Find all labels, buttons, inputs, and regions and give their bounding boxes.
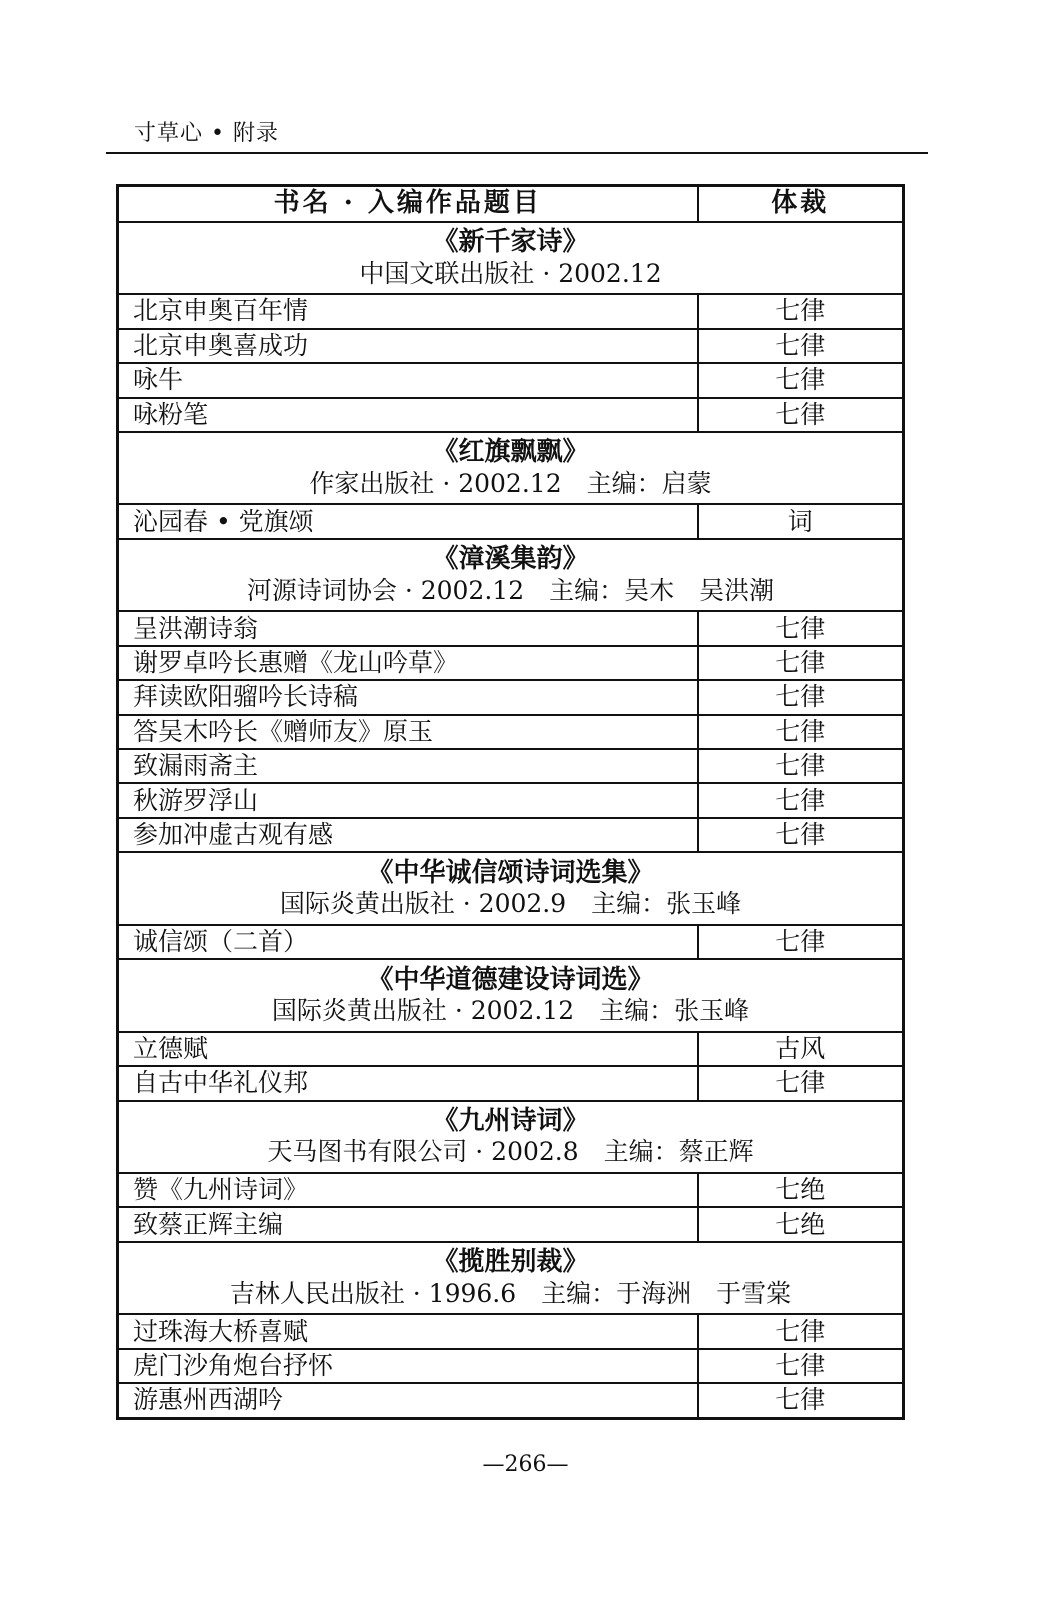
work-title: 诚信颂（二首） [118, 925, 698, 959]
work-genre: 七律 [698, 749, 904, 783]
work-row [118, 1314, 904, 1348]
work-genre: 七律 [698, 646, 904, 680]
work-title: 游惠州西湖吟 [118, 1383, 698, 1418]
work-row [118, 1032, 904, 1066]
work-row [118, 1383, 904, 1418]
work-genre: 七绝 [698, 1207, 904, 1241]
work-title: 致漏雨斋主 [118, 749, 698, 783]
page-number: —266— [482, 1452, 569, 1477]
book-title: 《漳溪集韵》 [432, 544, 589, 575]
book-title: 《九州诗词》 [432, 1106, 589, 1137]
book-row [118, 852, 904, 925]
book-cell [118, 852, 904, 925]
work-title: 自古中华礼仪邦 [118, 1066, 698, 1100]
work-row [118, 611, 904, 645]
work-genre: 七律 [698, 1349, 904, 1383]
book-cell [118, 539, 904, 612]
table-body [118, 186, 904, 1419]
work-row [118, 1173, 904, 1207]
book-row [118, 432, 904, 505]
catalog-table [116, 184, 905, 1420]
work-row [118, 1207, 904, 1241]
work-genre: 词 [698, 504, 904, 538]
work-title: 致蔡正辉主编 [118, 1207, 698, 1241]
book-publisher-info: 中国文联出版社 · 2002.12 [359, 258, 662, 288]
work-title: 咏粉笔 [118, 398, 698, 432]
work-row [118, 783, 904, 817]
work-title: 咏牛 [118, 363, 698, 397]
work-row [118, 715, 904, 749]
work-row [118, 818, 904, 852]
work-row [118, 363, 904, 397]
work-title: 北京申奥喜成功 [118, 329, 698, 363]
book-row [118, 959, 904, 1032]
work-genre: 七律 [698, 680, 904, 714]
work-genre: 七律 [698, 329, 904, 363]
work-title: 赞《九州诗词》 [118, 1173, 698, 1207]
book-row [118, 222, 904, 295]
work-title: 答吴木吟长《赠师友》原玉 [118, 715, 698, 749]
book-cell [118, 1242, 904, 1315]
book-row [118, 539, 904, 612]
work-row [118, 646, 904, 680]
column-header-genre: 体裁 [698, 186, 904, 222]
work-row [118, 504, 904, 538]
work-title: 呈洪潮诗翁 [118, 611, 698, 645]
work-row [118, 1066, 904, 1100]
work-genre: 七律 [698, 1314, 904, 1348]
book-publisher-info: 作家出版社 · 2002.12 主编：启蒙 [309, 468, 712, 498]
work-title: 拜读欧阳骝吟长诗稿 [118, 680, 698, 714]
book-publisher-info: 国际炎黄出版社 · 2002.9 主编：张玉峰 [279, 889, 742, 919]
work-title: 立德赋 [118, 1032, 698, 1066]
work-genre: 七律 [698, 715, 904, 749]
book-row [118, 1101, 904, 1174]
work-title: 虎门沙角炮台抒怀 [118, 1349, 698, 1383]
work-row [118, 749, 904, 783]
book-cell [118, 1101, 904, 1174]
work-row [118, 925, 904, 959]
work-title: 沁园春 • 党旗颂 [118, 504, 698, 538]
work-genre: 七律 [698, 1383, 904, 1418]
work-row [118, 680, 904, 714]
book-cell [118, 959, 904, 1032]
column-header-title: 书名 · 入编作品题目 [118, 186, 698, 222]
book-row [118, 1242, 904, 1315]
work-genre: 七律 [698, 1066, 904, 1100]
book-cell [118, 222, 904, 295]
book-publisher-info: 吉林人民出版社 · 1996.6 主编：于海洲 于雪棠 [229, 1278, 792, 1308]
header-rule [106, 152, 928, 154]
book-publisher-info: 国际炎黄出版社 · 2002.12 主编：张玉峰 [271, 995, 750, 1025]
work-genre: 七律 [698, 294, 904, 328]
work-title: 北京申奥百年情 [118, 294, 698, 328]
work-row [118, 294, 904, 328]
work-genre: 七律 [698, 363, 904, 397]
book-title: 《红旗飘飘》 [432, 437, 589, 468]
book-publisher-info: 河源诗词协会 · 2002.12 主编：吴木 吴洪潮 [246, 575, 775, 605]
work-genre: 七律 [698, 783, 904, 817]
book-cell [118, 432, 904, 505]
work-row [118, 1349, 904, 1383]
work-title: 谢罗卓吟长惠赠《龙山吟草》 [118, 646, 698, 680]
work-genre: 七律 [698, 398, 904, 432]
work-title: 参加冲虚古观有感 [118, 818, 698, 852]
work-title: 秋游罗浮山 [118, 783, 698, 817]
work-title: 过珠海大桥喜赋 [118, 1314, 698, 1348]
running-header: 寸草心 • 附录 [134, 121, 279, 146]
work-genre: 七律 [698, 818, 904, 852]
work-genre: 七律 [698, 611, 904, 645]
table-header-row [118, 186, 904, 222]
book-title: 《中华诚信颂诗词选集》 [367, 857, 654, 888]
book-title: 《中华道德建设诗词选》 [367, 964, 654, 995]
work-genre: 七绝 [698, 1173, 904, 1207]
work-row [118, 329, 904, 363]
book-title: 《新千家诗》 [432, 227, 589, 258]
work-genre: 古风 [698, 1032, 904, 1066]
work-genre: 七律 [698, 925, 904, 959]
work-row [118, 398, 904, 432]
book-title: 《揽胜别裁》 [432, 1247, 589, 1278]
book-publisher-info: 天马图书有限公司 · 2002.8 主编：蔡正辉 [267, 1137, 754, 1167]
